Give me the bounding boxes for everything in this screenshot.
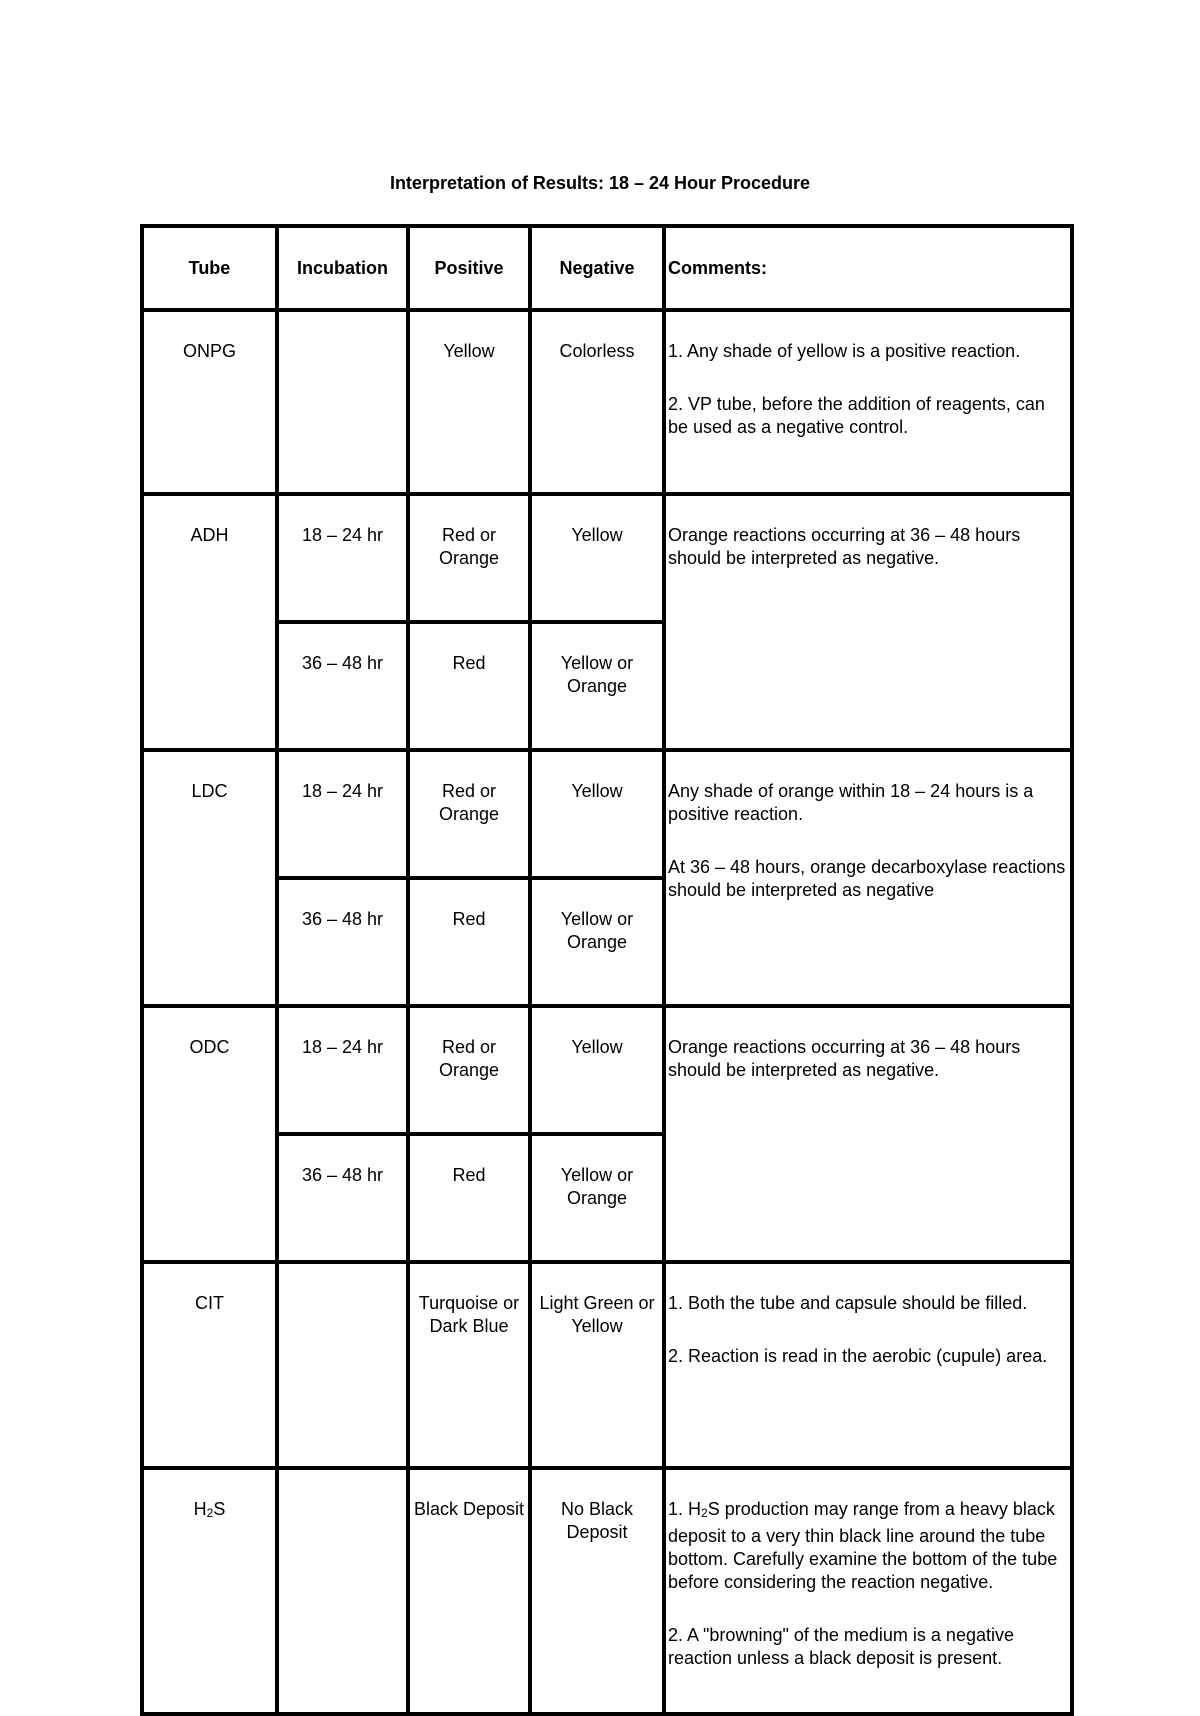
negative-cell: Yellow [530,1006,664,1134]
results-table [140,224,1074,1716]
incubation-cell: 18 – 24 hr [277,1006,408,1134]
positive-cell: Black Deposit [408,1468,530,1714]
negative-cell: Yellow [530,494,664,622]
comments-cell [664,494,1072,750]
negative-cell: Yellow or Orange [530,622,664,750]
page-title: Interpretation of Results: 18 – 24 Hour Procedure [389,173,811,193]
comment-text: At 36 – 48 hours, orange decarboxylase reactions should be interpreted as negative [668,857,1066,900]
header-positive: Positive [408,226,530,310]
comments-cell [664,750,1072,1006]
comment-text: 2. A "browning" of the medium is a negative reaction unless a black deposit is present. [668,1625,1014,1668]
comment-text [668,1498,1066,1594]
comment-text: 1. Both the tube and capsule should be filled. [668,1293,1028,1313]
incubation-cell [277,310,408,494]
tube-cell: ADH [142,494,277,750]
tube-cell: CIT [142,1262,277,1468]
header-incubation: Incubation [277,226,408,310]
positive-cell: Turquoise or Dark Blue [408,1262,530,1468]
tube-cell: ONPG [142,310,277,494]
incubation-cell: 36 – 48 hr [277,622,408,750]
incubation-cell: 18 – 24 hr [277,494,408,622]
table-row-adh [142,494,1072,622]
table-row-ldc [142,750,1072,878]
table-row-onpg [142,310,1072,494]
negative-cell: Light Green or Yellow [530,1262,664,1468]
comment-text: Any shade of orange within 18 – 24 hours is a positive reaction. [668,781,1034,824]
positive-cell: Red or Orange [408,1006,530,1134]
tube-name: H [193,1499,207,1519]
tube-cell: LDC [142,750,277,1006]
header-tube: Tube [142,226,277,310]
comment-text: 1. Any shade of yellow is a positive reaction. [668,341,1021,361]
comment-text: Orange reactions occurring at 36 – 48 hours should be interpreted as negative. [668,525,1021,568]
comments-cell [664,310,1072,494]
incubation-cell: 36 – 48 hr [277,878,408,1006]
negative-cell: Yellow or Orange [530,878,664,1006]
table-row-odc [142,1006,1072,1134]
tube-cell: ODC [142,1006,277,1262]
negative-cell: No Black Deposit [530,1468,664,1714]
positive-cell: Red [408,878,530,1006]
comments-cell [664,1006,1072,1262]
tube-name-end: S [213,1499,226,1519]
comment-body: S production may range from a heavy black deposit to a very thin black line around the tube bottom. Carefully examine the bottom of the tube before considering the reaction negative. [668,1499,1058,1592]
comment-text: Orange reactions occurring at 36 – 48 hours should be interpreted as negative. [668,1037,1021,1080]
comment-text: 2. VP tube, before the addition of reagents, can be used as a negative control. [668,394,1045,437]
table-row-cit [142,1262,1072,1468]
table-row-h2s [142,1468,1072,1714]
subscript: 2 [206,1506,214,1520]
comments-cell [664,1262,1072,1468]
tube-cell [142,1468,277,1714]
incubation-cell: 18 – 24 hr [277,750,408,878]
positive-cell: Red or Orange [408,750,530,878]
positive-cell: Red or Orange [408,494,530,622]
positive-cell: Yellow [408,310,530,494]
incubation-cell [277,1262,408,1468]
incubation-cell [277,1468,408,1714]
subscript: 2 [701,1506,708,1520]
comments-cell [664,1468,1072,1714]
negative-cell: Colorless [530,310,664,494]
negative-cell: Yellow [530,750,664,878]
positive-cell: Red [408,1134,530,1262]
table-header-row [142,226,1072,310]
positive-cell: Red [408,622,530,750]
incubation-cell: 36 – 48 hr [277,1134,408,1262]
negative-cell: Yellow or Orange [530,1134,664,1262]
comment-prefix: 1. H [668,1499,702,1519]
comment-text: 2. Reaction is read in the aerobic (cupule) area. [668,1346,1048,1366]
header-comments: Comments: [664,226,1072,310]
header-negative: Negative [530,226,664,310]
